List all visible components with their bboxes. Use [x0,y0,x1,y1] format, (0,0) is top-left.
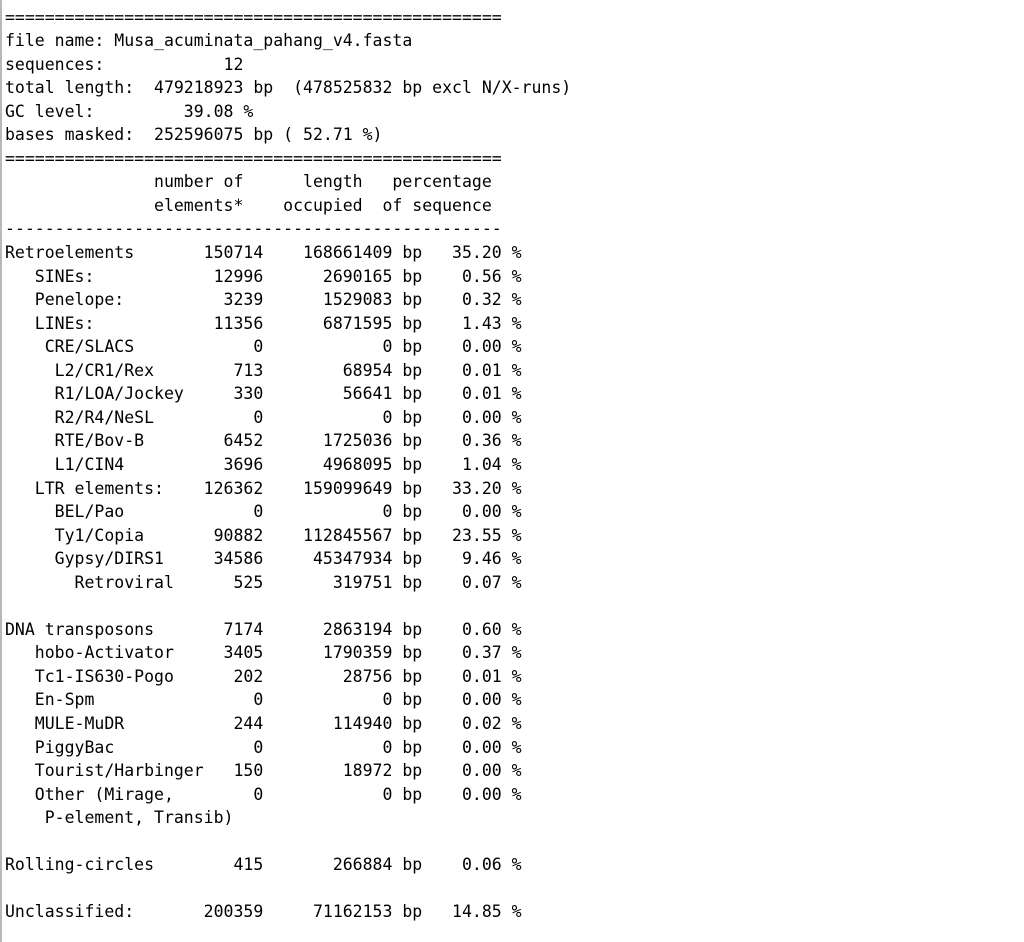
report-line: RTE/Bov-B 6452 1725036 bp 0.36 % [5,431,522,451]
report-line: Retroviral 525 319751 bp 0.07 % [5,572,522,592]
report-line: En-Spm 0 0 bp 0.00 % [5,690,522,710]
report-line: L1/CIN4 3696 4968095 bp 1.04 % [5,454,522,474]
report-line: MULE-MuDR 244 114940 bp 0.02 % [5,714,522,733]
report-line: R2/R4/NeSL 0 0 bp 0.00 % [5,407,522,427]
report-line: -------------------------------------------------- [5,219,502,239]
report-line: CRE/SLACS 0 0 bp 0.00 % [5,337,522,357]
report-line: elements* occupied of sequence [5,195,492,215]
report-line: hobo-Activator 3405 1790359 bp 0.37 % [5,643,522,663]
report-line: Ty1/Copia 90882 112845567 bp 23.55 % [5,525,522,545]
report-line: GC level: 39.08 % [5,101,254,121]
report-line: file name: Musa_acuminata_pahang_v4.fasta [5,31,413,51]
report-line: total length: 479218923 bp (478525832 bp excl N/X-runs) [5,78,572,98]
report-line: sequences: 12 [5,54,244,74]
report-line: bases masked: 252596075 bp ( 52.71 %) [5,125,383,145]
report-line: ================================================== [5,148,502,168]
report-line: Unclassified: 200359 71162153 bp 14.85 % [5,902,522,922]
report-line: Gypsy/DIRS1 34586 45347934 bp 9.46 % [5,549,522,569]
report-line: LTR elements: 126362 159099649 bp 33.20 % [5,478,522,498]
report-line: Retroelements 150714 168661409 bp 35.20 % [5,243,522,262]
report-line: LINEs: 11356 6871595 bp 1.43 % [5,313,522,333]
report-line: Other (Mirage, 0 0 bp 0.00 % [5,784,522,804]
report-line: Penelope: 3239 1529083 bp 0.32 % [5,290,522,310]
report-line: L2/CR1/Rex 713 68954 bp 0.01 % [5,360,522,380]
report-line: SINEs: 12996 2690165 bp 0.56 % [5,266,522,286]
report-line: DNA transposons 7174 2863194 bp 0.60 % [5,619,522,639]
report-line: Tc1-IS630-Pogo 202 28756 bp 0.01 % [5,666,522,686]
window-left-border [0,0,2,942]
report-line: Rolling-circles 415 266884 bp 0.06 % [5,855,522,875]
report-line: R1/LOA/Jockey 330 56641 bp 0.01 % [5,384,522,404]
report-line: Tourist/Harbinger 150 18972 bp 0.00 % [5,761,522,781]
report-line: number of length percentage [5,172,492,192]
report-line: P-element, Transib) [5,808,234,828]
report-line: PiggyBac 0 0 bp 0.00 % [5,737,522,757]
report-line: ================================================== [5,7,502,27]
report-line: BEL/Pao 0 0 bp 0.00 % [5,502,522,522]
